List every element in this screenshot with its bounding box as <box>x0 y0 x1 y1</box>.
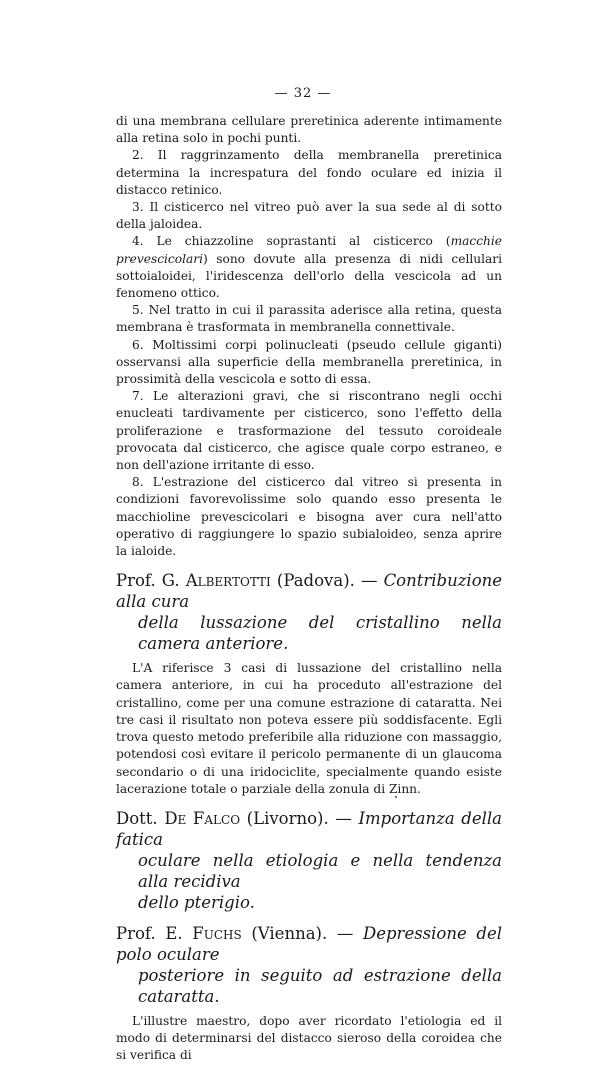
section-heading-fuchs <box>116 923 502 1007</box>
author-prefix: Prof. E. <box>116 923 183 943</box>
finding-item-4-post: ) sono dovute alla presenza di nidi cellulari sottoialoidei, l'iridescenza dell'orlo della vescicola ad un fenomeno ottico. <box>116 251 502 301</box>
finding-item-4-italic: macchie prevescicolari <box>116 234 502 266</box>
page-number: — 32 — <box>274 86 332 101</box>
paper-title-line-1: Contribuzione alla cura <box>116 571 503 612</box>
paper-title-line-2: della lussazione del cristallino nella camera anteriore. <box>138 613 502 654</box>
paper-title-line-1: Importanza della fatica <box>116 808 503 849</box>
author-name: Fuchs <box>192 923 242 943</box>
finding-item-5: 5. Nel tratto in cui il parassita aderisce alla retina, questa membrana è trasformata in membranella connettivale. <box>116 303 502 335</box>
finding-item-8: 8. L'estrazione del cisticerco dal vitreo si presenta in condizioni favorevolissime solo quando esso presenta le macchioline prevescicolari e bisogna aver cura nell'atto operativo di raggiungere lo spazio subialoideo, senza aprire la ialoide. <box>116 475 502 559</box>
section-heading-defalco <box>116 808 502 913</box>
abstract-fuchs: L'illustre maestro, dopo aver ricordato l'etiologia ed il modo di determinarsi del distacco sieroso della coroidea che si verifica di <box>116 1013 502 1063</box>
continuation-paragraph: di una membrana cellulare preretinica aderente intimamente alla retina solo in pochi punti. <box>116 114 502 146</box>
finding-item-2: 2. Il raggrinzamento della membranella preretinica determina la increspatura del fondo oculare ed inizia il distacco retinico. <box>116 148 502 197</box>
author-place: (Livorno). — <box>246 808 352 828</box>
paper-title-line-2: oculare nella etiologia e nella tendenza alla recidiva <box>138 850 502 891</box>
author-name: De Falco <box>164 808 241 828</box>
print-speck <box>395 796 397 798</box>
finding-item-4-pre: 4. Le chiazzoline soprastanti al cisticerco ( <box>132 234 451 249</box>
abstract-albertotti: L'A riferisce 3 casi di lussazione del cristallino nella camera anteriore, in cui ha proceduto all'estrazione del cristallino, come per una comune estrazione di cataratta. Nei tre casi il risultato non poteva essere più soddisfacente. Egli trova questo metodo preferibile alla riduzione con massaggio, potendosi così evitare il pericolo permanente di un glaucoma secondario o di una iridociclite, specialmente quando esiste lacerazione totale o parziale della zonula di Zinn. <box>116 661 502 796</box>
author-name: Albertotti <box>185 571 271 591</box>
paper-title-line-2: posteriore in seguito ad estrazione della cataratta. <box>138 965 502 1006</box>
author-prefix: Prof. G. <box>116 571 180 591</box>
author-place: (Vienna). — <box>251 923 354 943</box>
finding-item-6: 6. Moltissimi corpi polinucleati (pseudo cellule giganti) osservansi alla superficie della membranella preretinica, in prossimità della vescicola e sotto di essa. <box>116 337 502 387</box>
finding-item-4 <box>116 233 502 302</box>
page-body <box>116 113 502 1065</box>
finding-item-3: 3. Il cisticerco nel vitreo può aver la sua sede al di sotto della jaloidea. <box>116 200 502 232</box>
section-heading-albertotti <box>116 570 502 654</box>
author-prefix: Dott. <box>116 808 158 828</box>
finding-item-7: 7. Le alterazioni gravi, che si riscontrano negli occhi enucleati tardivamente per cisticerco, sono l'effetto della proliferazione e trasformazione del tessuto coroideale provocata dal cisticerco, che agisce quale corpo estraneo, e non dell'azione irritante di esso. <box>116 389 502 473</box>
paper-title-line-3: dello pterigio. <box>138 892 255 912</box>
paper-title-line-1: Depressione del polo oculare <box>116 923 502 964</box>
author-place: (Padova). — <box>276 571 378 591</box>
